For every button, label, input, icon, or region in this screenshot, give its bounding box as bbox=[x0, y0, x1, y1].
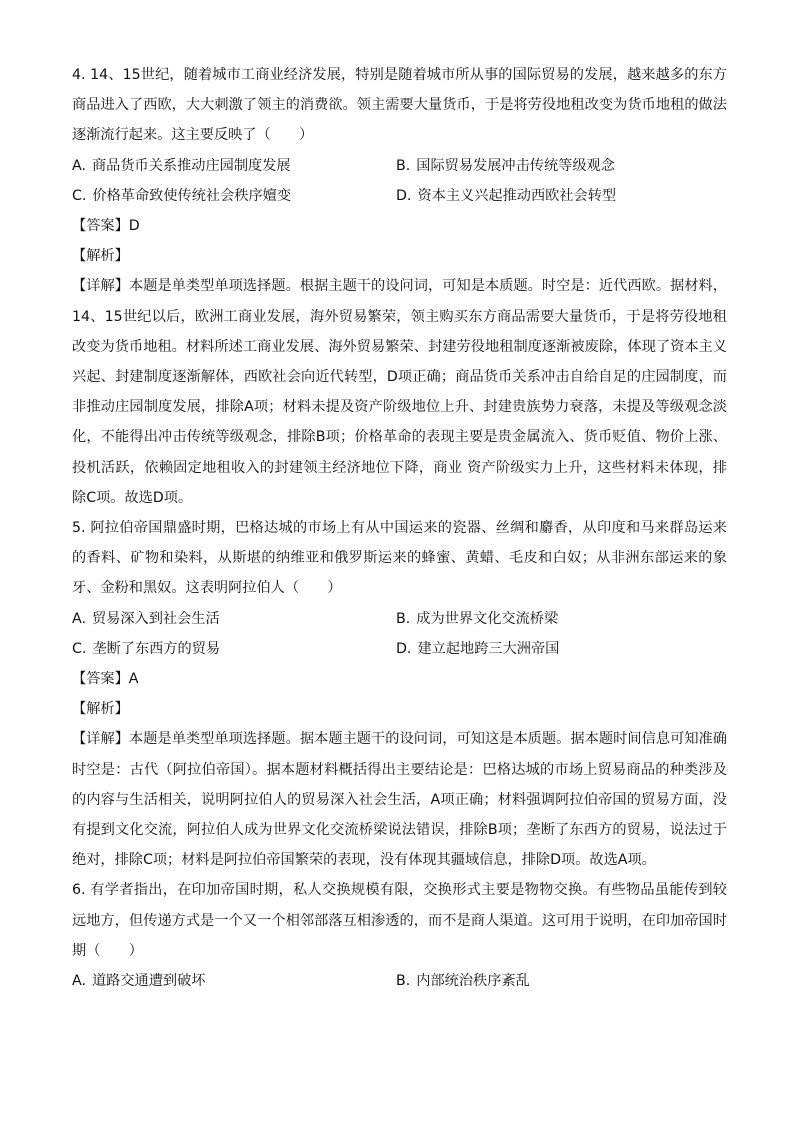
detail-text: 本题是单类型单项选择题。据本题主题干的设问词，可知这是本质题。据本题时间信息可知准确时空是：古代（阿拉伯帝国）。据本题材料概括得出主要结论是：巴格达城的市场上贸易商品的种类涉及的内容与生活相关，说明阿拉伯人的贸易深入社会生活，A项正确；材料强调阿拉伯帝国的贸易方面，没有提到文化交流，阿拉伯人成为世界文化交流桥梁说法错误，排除B项；垄断了东西方的贸易，说法过于绝对，排除C项；材料是阿拉伯帝国繁荣的表现，没有体现其疆域信息，排除D项。故选A项。 bbox=[72, 731, 727, 869]
option-a bbox=[72, 604, 396, 634]
option-text: 内部统治秩序紊乱 bbox=[416, 973, 530, 990]
option-b bbox=[396, 966, 720, 996]
option-text: 建立起地跨三大洲帝国 bbox=[417, 640, 560, 657]
option-key: C. bbox=[72, 187, 87, 204]
option-key: A. bbox=[72, 157, 86, 174]
analysis-label: 【解析】 bbox=[72, 248, 129, 265]
options-list bbox=[72, 966, 727, 996]
option-b bbox=[396, 151, 720, 181]
question-6 bbox=[72, 875, 727, 996]
option-a bbox=[72, 966, 396, 996]
answer-label: 【答案】 bbox=[72, 218, 129, 235]
options-list bbox=[72, 151, 727, 211]
option-key: C. bbox=[72, 640, 87, 657]
answer-line bbox=[72, 664, 727, 694]
question-stem: 5. 阿拉伯帝国鼎盛时期，巴格达城的市场上有从中国运来的瓷器、丝绸和麝香，从印度和马来群岛运来的香料、矿物和染料，从斯堪的纳维亚和俄罗斯运来的蜂蜜、黄蜡、毛皮和白奴；从非洲东部运来的象牙、金粉和黑奴。这表明阿拉伯人（ ） bbox=[72, 520, 727, 597]
question-5 bbox=[72, 513, 727, 875]
option-key: A. bbox=[72, 973, 86, 990]
option-text: 道路交通遭到破坏 bbox=[91, 973, 206, 990]
answer-label: 【答案】 bbox=[72, 671, 129, 688]
option-c bbox=[72, 634, 396, 664]
question-4 bbox=[72, 60, 727, 513]
option-text: 资本主义兴起推动西欧社会转型 bbox=[417, 187, 617, 204]
option-c bbox=[72, 181, 396, 211]
detail-paragraph bbox=[72, 724, 727, 875]
option-text: 价格革命致使传统社会秩序嬗变 bbox=[92, 187, 292, 204]
detail-label: 【详解】 bbox=[72, 278, 129, 295]
option-key: B. bbox=[396, 610, 411, 627]
question-stem: 6. 有学者指出，在印加帝国时期，私人交换规模有限，交换形式主要是物物交换。有些物品虽能传到较远地方，但传递方式是一个又一个相邻部落互相渗透的，而不是商人渠道。这可用于说明，在印加帝国时期（ ） bbox=[72, 882, 727, 959]
option-a bbox=[72, 151, 396, 181]
option-d bbox=[396, 634, 720, 664]
detail-paragraph bbox=[72, 271, 727, 513]
option-text: 国际贸易发展冲击传统等级观念 bbox=[416, 157, 615, 174]
option-key: B. bbox=[396, 157, 411, 174]
answer-value: D bbox=[128, 218, 140, 235]
options-list bbox=[72, 604, 727, 664]
question-stem: 4. 14、15世纪，随着城市工商业经济发展，特别是随着城市所从事的国际贸易的发展，越来越多的东方商品进入了西欧，大大刺激了领主的消费欲。领主需要大量货币，于是将劳役地租改变为货币地租的做法逐渐流行起来。这主要反映了（ ） bbox=[72, 67, 727, 144]
answer-line bbox=[72, 211, 727, 241]
option-b bbox=[396, 604, 720, 634]
option-key: D. bbox=[396, 187, 412, 204]
option-key: A. bbox=[72, 610, 86, 627]
option-key: D. bbox=[396, 640, 412, 657]
analysis-label: 【解析】 bbox=[72, 701, 129, 718]
document-page bbox=[72, 60, 727, 996]
answer-value: A bbox=[128, 671, 139, 688]
option-text: 成为世界文化交流桥梁 bbox=[416, 610, 559, 627]
option-text: 垄断了东西方的贸易 bbox=[92, 640, 221, 657]
detail-label: 【详解】 bbox=[72, 731, 129, 748]
detail-text: 本题是单类型单项选择题。根据主题干的设问词，可知是本质题。时空是：近代西欧。据材料，14、15世纪以后，欧洲工商业发展，海外贸易繁荣，领主购买东方商品需要大量货币，于是将劳役地租改变为货币地租。材料所述工商业发展、海外贸易繁荣、封建劳役地租制度逐渐被废除，体现了资本主义兴起、封建制度逐渐解体，西欧社会向近代转型，D项正确；商品货币关系冲击自给自足的庄园制度，而非推动庄园制度发展，排除A项；材料未提及资产阶级地位上升、封建贵族势力衰落，未提及等级观念淡化，不能得出冲击传统等级观念，排除B项；价格革命的表现主要是贵金属流入、货币贬值、物价上涨、投机活跃，依赖固定地租收入的封建领主经济地位下降，商业 资产阶级实力上升，这些材料未体现，排除C项。故选D项。 bbox=[72, 278, 727, 506]
option-d bbox=[396, 181, 720, 211]
option-text: 贸易深入到社会生活 bbox=[91, 610, 220, 627]
option-key: B. bbox=[396, 973, 411, 990]
option-text: 商品货币关系推动庄园制度发展 bbox=[91, 157, 291, 174]
